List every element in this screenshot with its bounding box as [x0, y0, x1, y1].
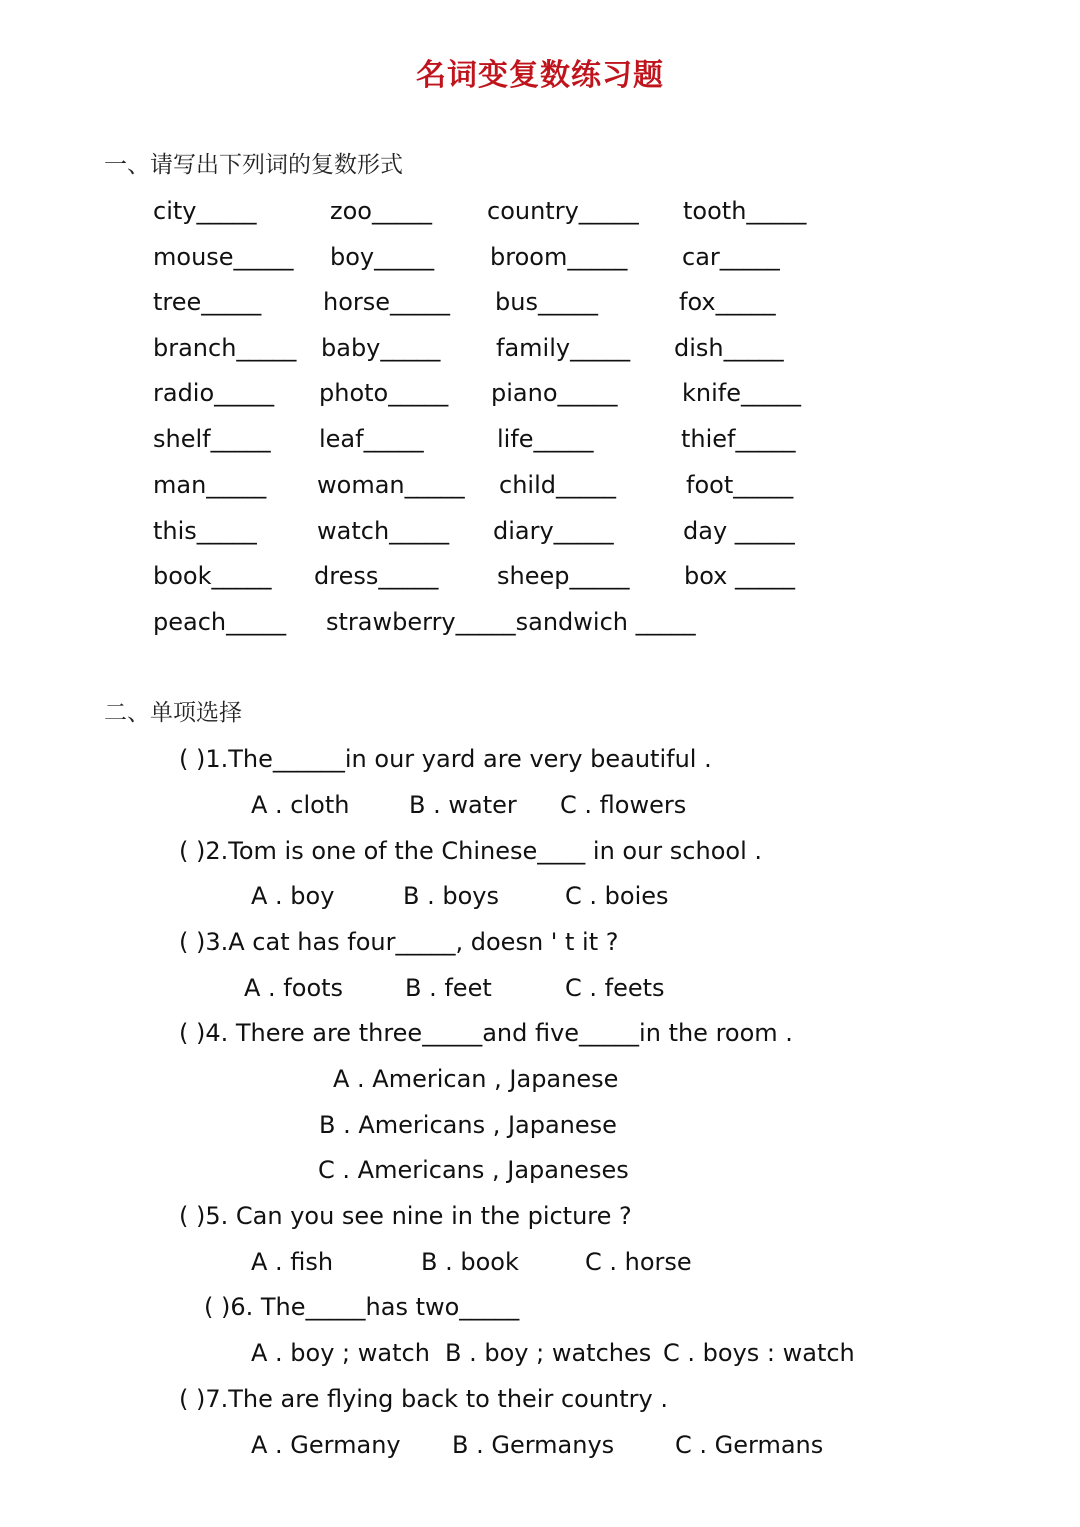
- option-c: C . Americans , Japaneses: [318, 1156, 629, 1184]
- word-item: city_____: [153, 197, 257, 225]
- word-item: tooth_____: [683, 197, 807, 225]
- word-item: woman_____: [317, 471, 465, 499]
- question-3: ( )3.A cat has four_____, doesn ' t it ?: [179, 928, 619, 956]
- word-item: this_____: [153, 517, 257, 545]
- word-item: car_____: [682, 243, 780, 271]
- word-item: watch_____: [317, 517, 450, 545]
- word-item: country_____: [487, 197, 639, 225]
- question-4: ( )4. There are three_____and five_____in the room .: [179, 1019, 793, 1047]
- option-a: A . foots: [244, 974, 344, 1002]
- question-7: ( )7.The are flying back to their country .: [179, 1385, 668, 1413]
- page-title: 名词变复数练习题: [416, 58, 664, 93]
- word-item: photo_____: [319, 379, 449, 407]
- word-item: man_____: [153, 471, 267, 499]
- question-2: ( )2.Tom is one of the Chinese____ in our school .: [179, 837, 763, 865]
- option-a: A . boy: [251, 882, 335, 910]
- word-item: broom_____: [490, 243, 628, 271]
- word-item: leaf_____: [319, 425, 424, 453]
- option-c: C . horse: [585, 1248, 692, 1276]
- option-a: A . fish: [251, 1248, 334, 1276]
- option-c: C . feets: [565, 974, 665, 1002]
- option-c: C . flowers: [560, 791, 687, 819]
- word-item: sheep_____: [497, 562, 630, 590]
- option-b: B . Germanys: [452, 1431, 615, 1459]
- word-item: boy_____: [330, 243, 435, 271]
- option-b: B . boy ; watches: [445, 1339, 652, 1367]
- question-6: ( )6. The_____has two_____: [204, 1293, 520, 1321]
- word-item: child_____: [499, 471, 616, 499]
- section-2-heading: 二、单项选择: [104, 700, 242, 726]
- word-item: bus_____: [495, 288, 598, 316]
- word-item: zoo_____: [330, 197, 432, 225]
- word-item: dish_____: [674, 334, 784, 362]
- option-b: B . boys: [403, 882, 499, 910]
- option-a: A . cloth: [251, 791, 350, 819]
- word-item: mouse_____: [153, 243, 294, 271]
- option-b: B . Americans , Japanese: [319, 1111, 617, 1139]
- word-item: radio_____: [153, 379, 275, 407]
- word-item: dress_____: [314, 562, 439, 590]
- word-item: diary_____: [493, 517, 614, 545]
- word-item: strawberry_____sandwich _____: [326, 608, 696, 636]
- word-item: day _____: [683, 517, 795, 545]
- question-5: ( )5. Can you see nine in the picture ?: [179, 1202, 632, 1230]
- option-a: A . boy ; watch: [251, 1339, 430, 1367]
- word-item: thief_____: [681, 425, 796, 453]
- word-item: book_____: [153, 562, 272, 590]
- word-item: shelf_____: [153, 425, 271, 453]
- word-item: family_____: [496, 334, 631, 362]
- word-item: fox_____: [679, 288, 776, 316]
- option-c: C . boys : watch: [663, 1339, 855, 1367]
- option-c: C . Germans: [675, 1431, 824, 1459]
- word-item: piano_____: [491, 379, 618, 407]
- section-1-heading: 一、请写出下列词的复数形式: [104, 152, 403, 178]
- word-item: horse_____: [323, 288, 451, 316]
- option-c: C . boies: [565, 882, 669, 910]
- option-a: A . Germany: [251, 1431, 401, 1459]
- word-item: branch_____: [153, 334, 297, 362]
- word-item: box _____: [684, 562, 796, 590]
- option-b: B . book: [421, 1248, 519, 1276]
- word-item: baby_____: [321, 334, 441, 362]
- option-b: B . feet: [405, 974, 492, 1002]
- word-item: knife_____: [682, 379, 801, 407]
- word-item: foot_____: [686, 471, 794, 499]
- word-item: tree_____: [153, 288, 262, 316]
- option-a: A . American , Japanese: [333, 1065, 619, 1093]
- option-b: B . water: [409, 791, 517, 819]
- question-1: ( )1.The______in our yard are very beautiful .: [179, 745, 712, 773]
- word-item: life_____: [497, 425, 594, 453]
- word-item: peach_____: [153, 608, 287, 636]
